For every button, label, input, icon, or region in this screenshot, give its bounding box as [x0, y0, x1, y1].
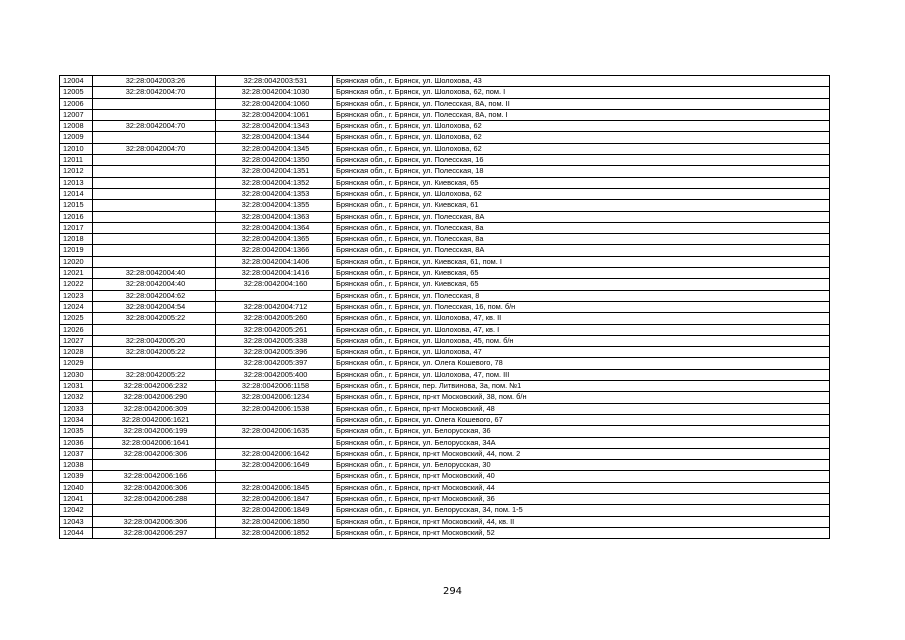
- address-cell: Брянская обл., г. Брянск, ул. Киевская, 61: [333, 200, 830, 211]
- parent-cadastral-number-cell: [93, 505, 216, 516]
- cadastral-number-cell: 32:28:0042004:1363: [216, 211, 333, 222]
- row-number-cell: 12026: [60, 324, 93, 335]
- row-number-cell: 12020: [60, 256, 93, 267]
- parent-cadastral-number-cell: [93, 358, 216, 369]
- table-row: [60, 211, 830, 222]
- cadastral-number-cell: 32:28:0042004:1416: [216, 268, 333, 279]
- parent-cadastral-number-cell: [93, 132, 216, 143]
- address-cell: Брянская обл., г. Брянск, ул. Шолохова, 62, пом. I: [333, 87, 830, 98]
- cadastral-number-cell: 32:28:0042006:1845: [216, 482, 333, 493]
- cadastral-table: [59, 75, 830, 539]
- parent-cadastral-number-cell: [93, 98, 216, 109]
- row-number-cell: 12036: [60, 437, 93, 448]
- cadastral-number-cell: 32:28:0042004:1061: [216, 109, 333, 120]
- table-row: [60, 335, 830, 346]
- address-cell: Брянская обл., г. Брянск, ул. Белорусская, 34, пом. 1-5: [333, 505, 830, 516]
- parent-cadastral-number-cell: 32:28:0042004:70: [93, 87, 216, 98]
- parent-cadastral-number-cell: 32:28:0042004:70: [93, 143, 216, 154]
- cadastral-number-cell: 32:28:0042004:1344: [216, 132, 333, 143]
- cadastral-number-cell: 32:28:0042004:712: [216, 301, 333, 312]
- parent-cadastral-number-cell: 32:28:0042006:1621: [93, 414, 216, 425]
- table-row: [60, 132, 830, 143]
- row-number-cell: 12027: [60, 335, 93, 346]
- row-number-cell: 12004: [60, 76, 93, 87]
- cadastral-number-cell: 32:28:0042004:1364: [216, 222, 333, 233]
- cadastral-number-cell: 32:28:0042006:1852: [216, 527, 333, 538]
- address-cell: Брянская обл., г. Брянск, ул. Шолохова, 62: [333, 132, 830, 143]
- parent-cadastral-number-cell: [93, 155, 216, 166]
- row-number-cell: 12041: [60, 493, 93, 504]
- parent-cadastral-number-cell: [93, 222, 216, 233]
- parent-cadastral-number-cell: 32:28:0042005:22: [93, 313, 216, 324]
- table-row: [60, 381, 830, 392]
- cadastral-number-cell: 32:28:0042004:1352: [216, 177, 333, 188]
- parent-cadastral-number-cell: 32:28:0042006:199: [93, 426, 216, 437]
- table-row: [60, 505, 830, 516]
- row-number-cell: 12034: [60, 414, 93, 425]
- parent-cadastral-number-cell: 32:28:0042006:1641: [93, 437, 216, 448]
- row-number-cell: 12028: [60, 347, 93, 358]
- table-row: [60, 98, 830, 109]
- row-number-cell: 12042: [60, 505, 93, 516]
- table-row: [60, 392, 830, 403]
- row-number-cell: 12011: [60, 155, 93, 166]
- address-cell: Брянская обл., г. Брянск, пер. Литвинова, 3а, пом. №1: [333, 381, 830, 392]
- parent-cadastral-number-cell: 32:28:0042003:26: [93, 76, 216, 87]
- table-row: [60, 426, 830, 437]
- cadastral-number-cell: 32:28:0042004:1365: [216, 234, 333, 245]
- parent-cadastral-number-cell: [93, 200, 216, 211]
- cadastral-number-cell: [216, 414, 333, 425]
- address-cell: Брянская обл., г. Брянск, ул. Белорусская, 34А: [333, 437, 830, 448]
- address-cell: Брянская обл., г. Брянск, ул. Полесская, 8а: [333, 222, 830, 233]
- parent-cadastral-number-cell: [93, 211, 216, 222]
- row-number-cell: 12015: [60, 200, 93, 211]
- row-number-cell: 12018: [60, 234, 93, 245]
- parent-cadastral-number-cell: 32:28:0042006:306: [93, 516, 216, 527]
- address-cell: Брянская обл., г. Брянск, ул. Полесская, 8А: [333, 211, 830, 222]
- parent-cadastral-number-cell: [93, 234, 216, 245]
- address-cell: Брянская обл., г. Брянск, пр-кт Московский, 38, пом. б/н: [333, 392, 830, 403]
- address-cell: Брянская обл., г. Брянск, ул. Полесская, 8А, пом. I: [333, 109, 830, 120]
- table-row: [60, 369, 830, 380]
- cadastral-number-cell: [216, 437, 333, 448]
- cadastral-number-cell: 32:28:0042005:400: [216, 369, 333, 380]
- table-row: [60, 493, 830, 504]
- parent-cadastral-number-cell: 32:28:0042005:22: [93, 347, 216, 358]
- address-cell: Брянская обл., г. Брянск, ул. Шолохова, 47, кв. II: [333, 313, 830, 324]
- address-cell: Брянская обл., г. Брянск, пр-кт Московский, 44, пом. 2: [333, 448, 830, 459]
- table-row: [60, 245, 830, 256]
- cadastral-number-cell: 32:28:0042004:1345: [216, 143, 333, 154]
- table-row: [60, 76, 830, 87]
- cadastral-number-cell: 32:28:0042006:1649: [216, 460, 333, 471]
- table-row: [60, 516, 830, 527]
- row-number-cell: 12038: [60, 460, 93, 471]
- table-row: [60, 471, 830, 482]
- address-cell: Брянская обл., г. Брянск, ул. Шолохова, 45, пом. б/н: [333, 335, 830, 346]
- cadastral-number-cell: 32:28:0042004:1030: [216, 87, 333, 98]
- address-cell: Брянская обл., г. Брянск, ул. Белорусская, 30: [333, 460, 830, 471]
- row-number-cell: 12005: [60, 87, 93, 98]
- address-cell: Брянская обл., г. Брянск, ул. Шолохова, 62: [333, 143, 830, 154]
- address-cell: Брянская обл., г. Брянск, ул. Полесская, 18: [333, 166, 830, 177]
- address-cell: Брянская обл., г. Брянск, пр-кт Московский, 36: [333, 493, 830, 504]
- cadastral-number-cell: 32:28:0042006:1635: [216, 426, 333, 437]
- cadastral-number-cell: 32:28:0042004:1060: [216, 98, 333, 109]
- table-row: [60, 403, 830, 414]
- table-row: [60, 155, 830, 166]
- row-number-cell: 12017: [60, 222, 93, 233]
- cadastral-number-cell: 32:28:0042004:1366: [216, 245, 333, 256]
- parent-cadastral-number-cell: [93, 177, 216, 188]
- address-cell: Брянская обл., г. Брянск, ул. Полесская, 16, пом. б/н: [333, 301, 830, 312]
- address-cell: Брянская обл., г. Брянск, ул. Олега Кошевого, 67: [333, 414, 830, 425]
- row-number-cell: 12010: [60, 143, 93, 154]
- cadastral-number-cell: 32:28:0042004:1351: [216, 166, 333, 177]
- table-row: [60, 166, 830, 177]
- cadastral-number-cell: [216, 290, 333, 301]
- row-number-cell: 12009: [60, 132, 93, 143]
- cadastral-number-cell: 32:28:0042004:1343: [216, 121, 333, 132]
- address-cell: Брянская обл., г. Брянск, ул. Шолохова, 43: [333, 76, 830, 87]
- address-cell: Брянская обл., г. Брянск, ул. Полесская, 16: [333, 155, 830, 166]
- parent-cadastral-number-cell: 32:28:0042004:40: [93, 279, 216, 290]
- parent-cadastral-number-cell: 32:28:0042006:309: [93, 403, 216, 414]
- address-cell: Брянская обл., г. Брянск, ул. Киевская, 65: [333, 279, 830, 290]
- parent-cadastral-number-cell: 32:28:0042006:288: [93, 493, 216, 504]
- row-number-cell: 12016: [60, 211, 93, 222]
- table-row: [60, 324, 830, 335]
- row-number-cell: 12032: [60, 392, 93, 403]
- table-row: [60, 482, 830, 493]
- address-cell: Брянская обл., г. Брянск, ул. Белорусская, 36: [333, 426, 830, 437]
- row-number-cell: 12040: [60, 482, 93, 493]
- cadastral-number-cell: 32:28:0042006:1642: [216, 448, 333, 459]
- row-number-cell: 12039: [60, 471, 93, 482]
- parent-cadastral-number-cell: 32:28:0042006:306: [93, 448, 216, 459]
- parent-cadastral-number-cell: 32:28:0042004:62: [93, 290, 216, 301]
- address-cell: Брянская обл., г. Брянск, ул. Полесская, 8а: [333, 234, 830, 245]
- parent-cadastral-number-cell: [93, 460, 216, 471]
- parent-cadastral-number-cell: [93, 109, 216, 120]
- cadastral-number-cell: 32:28:0042006:1234: [216, 392, 333, 403]
- table-row: [60, 87, 830, 98]
- address-cell: Брянская обл., г. Брянск, пр-кт Московский, 44, кв. II: [333, 516, 830, 527]
- table-row: [60, 222, 830, 233]
- cadastral-number-cell: 32:28:0042004:160: [216, 279, 333, 290]
- address-cell: Брянская обл., г. Брянск, ул. Олега Кошевого, 78: [333, 358, 830, 369]
- cadastral-number-cell: 32:28:0042004:1350: [216, 155, 333, 166]
- address-cell: Брянская обл., г. Брянск, ул. Шолохова, 47: [333, 347, 830, 358]
- parent-cadastral-number-cell: 32:28:0042004:40: [93, 268, 216, 279]
- table-row: [60, 301, 830, 312]
- table-row: [60, 414, 830, 425]
- parent-cadastral-number-cell: 32:28:0042004:54: [93, 301, 216, 312]
- cadastral-number-cell: 32:28:0042006:1850: [216, 516, 333, 527]
- cadastral-number-cell: [216, 471, 333, 482]
- row-number-cell: 12014: [60, 188, 93, 199]
- parent-cadastral-number-cell: 32:28:0042006:306: [93, 482, 216, 493]
- table-row: [60, 143, 830, 154]
- table-row: [60, 313, 830, 324]
- address-cell: Брянская обл., г. Брянск, ул. Шолохова, 62: [333, 121, 830, 132]
- cadastral-number-cell: 32:28:0042005:396: [216, 347, 333, 358]
- address-cell: Брянская обл., г. Брянск, ул. Киевская, 65: [333, 268, 830, 279]
- row-number-cell: 12012: [60, 166, 93, 177]
- cadastral-table-body: [60, 76, 830, 539]
- cadastral-number-cell: 32:28:0042005:397: [216, 358, 333, 369]
- parent-cadastral-number-cell: [93, 245, 216, 256]
- row-number-cell: 12037: [60, 448, 93, 459]
- address-cell: Брянская обл., г. Брянск, пр-кт Московский, 44: [333, 482, 830, 493]
- cadastral-number-cell: 32:28:0042006:1158: [216, 381, 333, 392]
- table-row: [60, 109, 830, 120]
- table-row: [60, 234, 830, 245]
- row-number-cell: 12023: [60, 290, 93, 301]
- row-number-cell: 12025: [60, 313, 93, 324]
- row-number-cell: 12013: [60, 177, 93, 188]
- cadastral-number-cell: 32:28:0042005:338: [216, 335, 333, 346]
- table-row: [60, 200, 830, 211]
- table-row: [60, 279, 830, 290]
- cadastral-number-cell: 32:28:0042004:1355: [216, 200, 333, 211]
- row-number-cell: 12035: [60, 426, 93, 437]
- row-number-cell: 12030: [60, 369, 93, 380]
- address-cell: Брянская обл., г. Брянск, пр-кт Московский, 52: [333, 527, 830, 538]
- parent-cadastral-number-cell: 32:28:0042005:22: [93, 369, 216, 380]
- table-row: [60, 177, 830, 188]
- parent-cadastral-number-cell: 32:28:0042006:166: [93, 471, 216, 482]
- address-cell: Брянская обл., г. Брянск, ул. Полесская, 8А, пом. II: [333, 98, 830, 109]
- table-row: [60, 188, 830, 199]
- table-row: [60, 290, 830, 301]
- cadastral-number-cell: 32:28:0042006:1538: [216, 403, 333, 414]
- page-number: 294: [442, 586, 463, 597]
- cadastral-number-cell: 32:28:0042004:1353: [216, 188, 333, 199]
- table-row: [60, 268, 830, 279]
- parent-cadastral-number-cell: 32:28:0042004:70: [93, 121, 216, 132]
- cadastral-number-cell: 32:28:0042003:531: [216, 76, 333, 87]
- address-cell: Брянская обл., г. Брянск, ул. Киевская, 65: [333, 177, 830, 188]
- parent-cadastral-number-cell: [93, 166, 216, 177]
- parent-cadastral-number-cell: 32:28:0042005:20: [93, 335, 216, 346]
- address-cell: Брянская обл., г. Брянск, пр-кт Московский, 48: [333, 403, 830, 414]
- row-number-cell: 12043: [60, 516, 93, 527]
- cadastral-number-cell: 32:28:0042006:1849: [216, 505, 333, 516]
- row-number-cell: 12024: [60, 301, 93, 312]
- cadastral-number-cell: 32:28:0042004:1406: [216, 256, 333, 267]
- row-number-cell: 12021: [60, 268, 93, 279]
- cadastral-number-cell: 32:28:0042005:260: [216, 313, 333, 324]
- address-cell: Брянская обл., г. Брянск, ул. Шолохова, 47, пом. III: [333, 369, 830, 380]
- table-row: [60, 527, 830, 538]
- parent-cadastral-number-cell: 32:28:0042006:232: [93, 381, 216, 392]
- cadastral-number-cell: 32:28:0042005:261: [216, 324, 333, 335]
- row-number-cell: 12022: [60, 279, 93, 290]
- address-cell: Брянская обл., г. Брянск, ул. Шолохова, 47, кв. I: [333, 324, 830, 335]
- row-number-cell: 12031: [60, 381, 93, 392]
- row-number-cell: 12029: [60, 358, 93, 369]
- table-row: [60, 347, 830, 358]
- table-row: [60, 448, 830, 459]
- row-number-cell: 12044: [60, 527, 93, 538]
- row-number-cell: 12019: [60, 245, 93, 256]
- table-row: [60, 256, 830, 267]
- parent-cadastral-number-cell: [93, 324, 216, 335]
- parent-cadastral-number-cell: 32:28:0042006:290: [93, 392, 216, 403]
- parent-cadastral-number-cell: 32:28:0042006:297: [93, 527, 216, 538]
- row-number-cell: 12006: [60, 98, 93, 109]
- table-row: [60, 121, 830, 132]
- address-cell: Брянская обл., г. Брянск, ул. Шолохова, 62: [333, 188, 830, 199]
- parent-cadastral-number-cell: [93, 188, 216, 199]
- table-row: [60, 460, 830, 471]
- address-cell: Брянская обл., г. Брянск, ул. Полесская, 8А: [333, 245, 830, 256]
- parent-cadastral-number-cell: [93, 256, 216, 267]
- address-cell: Брянская обл., г. Брянск, ул. Полесская, 8: [333, 290, 830, 301]
- address-cell: Брянская обл., г. Брянск, пр-кт Московский, 40: [333, 471, 830, 482]
- cadastral-number-cell: 32:28:0042006:1847: [216, 493, 333, 504]
- table-row: [60, 437, 830, 448]
- table-row: [60, 358, 830, 369]
- row-number-cell: 12033: [60, 403, 93, 414]
- address-cell: Брянская обл., г. Брянск, ул. Киевская, 61, пом. I: [333, 256, 830, 267]
- row-number-cell: 12007: [60, 109, 93, 120]
- row-number-cell: 12008: [60, 121, 93, 132]
